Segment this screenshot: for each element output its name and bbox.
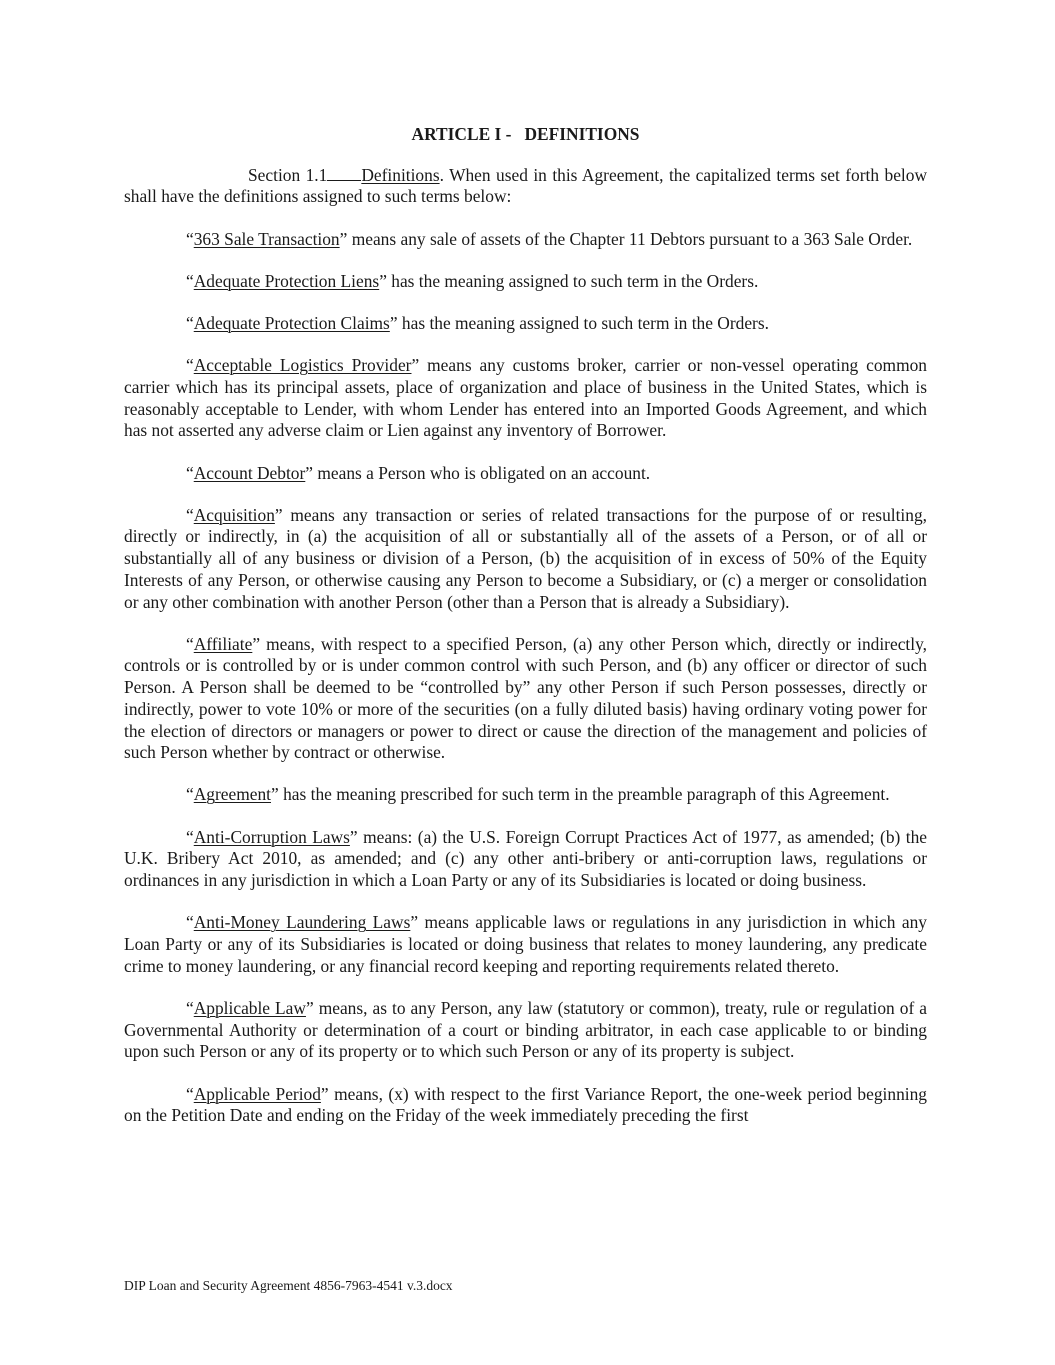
definition-text: means any sale of assets of the Chapter 11 Debtors pursuant to a 363 Sale Order. bbox=[347, 228, 913, 249]
definition-text: means, (x) with respect to the first Variance Report, the one-week period beginning on the Petition Date and ending on the Friday of the week immediately preceding the first bbox=[124, 1083, 927, 1126]
article-heading: ARTICLE I - DEFINITIONS bbox=[411, 124, 640, 144]
definition-text: means any transaction or series of related transactions for the purpose of or resulting, directly or indirectly, in (a) the acquisition of all or substantially all of the assets of a Person, or of all or substantially all of any business or division of a Person, (b) the acquisition of in excess of 50% of the Equity Interests of any Person, or otherwise causing any Person to become a Subsidiary, or (c) a merger or consolidation or any other combination with another Person (other than a Person that is already a Subsidiary). bbox=[124, 504, 927, 612]
defined-term: Account Debtor bbox=[193, 462, 306, 483]
section-number: Section 1.1 bbox=[248, 164, 328, 185]
definition-paragraph: “Anti-Corruption Laws” means: (a) the U.S. Foreign Corrupt Practices Act of 1977, as amended; (b) the U.K. Bribery Act 2010, as amended; and (c) any other anti-bribery or anti-corruption laws, regulations or ordinances in any jurisdiction in which a Loan Party or any of its Subsidiaries is located or doing business. bbox=[124, 826, 927, 891]
section-title: Definitions bbox=[361, 164, 440, 185]
section-text: . When used in this Agreement, the capitalized terms set forth below shall have the definitions assigned to such terms below: bbox=[124, 164, 927, 207]
definitions-list bbox=[124, 229, 927, 1127]
definition-text: has the meaning prescribed for such term in the preamble paragraph of this Agreement. bbox=[278, 784, 890, 805]
defined-term: Acquisition bbox=[193, 504, 275, 525]
defined-term: Anti-Money Laundering Laws bbox=[193, 912, 411, 933]
definition-text: means: (a) the U.S. Foreign Corrupt Practices Act of 1977, as amended; (b) the U.K. Bribery Act 2010, as amended; and (c) any other anti-bribery or anti-corruption laws, regulations or ordinances in any jurisdiction in which a Loan Party or any of its Subsidiaries is located or doing business. bbox=[124, 826, 927, 891]
defined-term: Adequate Protection Liens bbox=[193, 270, 380, 291]
definition-text: means any customs broker, carrier or non-vessel operating common carrier which has its principal assets, place of organization and place of business in the United States, which is reasonably acceptable to Lender, with whom Lender has entered into an Imported Goods Agreement, and which has not asserted any adverse claim or Lien against any inventory of Borrower. bbox=[124, 355, 928, 441]
definition-paragraph: “Acceptable Logistics Provider” means any customs broker, carrier or non-vessel operating common carrier which has its principal assets, place of organization and place of business in the United States, which is reasonably acceptable to Lender, with whom Lender has entered into an Imported Goods Agreement, and which has not asserted any adverse claim or Lien against any inventory of Borrower. bbox=[124, 355, 928, 441]
definition-text: has the meaning assigned to such term in the Orders. bbox=[386, 270, 759, 291]
definition-text: has the meaning assigned to such term in the Orders. bbox=[397, 313, 769, 334]
defined-term: Anti-Corruption Laws bbox=[193, 826, 350, 847]
section-tab-underline bbox=[327, 165, 361, 181]
defined-term: Acceptable Logistics Provider bbox=[193, 355, 412, 376]
section-paragraph bbox=[124, 165, 927, 208]
defined-term: Affiliate bbox=[193, 633, 253, 654]
defined-term: Agreement bbox=[193, 784, 271, 805]
definition-paragraph: “363 Sale Transaction” means any sale of assets of the Chapter 11 Debtors pursuant to a 363 Sale Order. bbox=[186, 228, 913, 249]
definition-paragraph: “Affiliate” means, with respect to a specified Person, (a) any other Person which, directly or indirectly, controls or is controlled by or is under common control with such Person, and (b) any officer or director of such Person. A Person shall be deemed to be “controlled by” any other Person if such Person possesses, directly or indirectly, power to vote 10% or more of the securities (on a fully diluted basis) having ordinary voting power for the election of directors or managers or power to direct or cause the direction of the management and policies of such Person whether by contract or otherwise. bbox=[124, 633, 927, 763]
definition-text: means, with respect to a specified Person, (a) any other Person which, directly or indirectly, controls or is controlled by or is under common control with such Person, and (b) any officer or director of such Person. A Person shall be deemed to be “controlled by” any other Person if such Person possesses, directly or indirectly, power to vote 10% or more of the securities (on a fully diluted basis) having ordinary voting power for the election of directors or managers or power to direct or cause the direction of the management and policies of such Person whether by contract or otherwise. bbox=[124, 633, 927, 763]
definition-text: means, as to any Person, any law (statutory or common), treaty, rule or regulation of a Governmental Authority or determination of a court or binding arbitrator, in each case applicable to or binding upon such Person or any of its property or to which such Person or any of its property is subject. bbox=[124, 997, 927, 1062]
defined-term: 363 Sale Transaction bbox=[193, 228, 340, 249]
document-footer: DIP Loan and Security Agreement 4856-7963-4541 v.3.docx bbox=[124, 1278, 453, 1293]
definition-paragraph: “Account Debtor” means a Person who is obligated on an account. bbox=[186, 462, 651, 483]
definition-paragraph: “Agreement” has the meaning prescribed for such term in the preamble paragraph of this Agreement. bbox=[186, 784, 890, 805]
definition-paragraph: “Applicable Law” means, as to any Person, any law (statutory or common), treaty, rule or regulation of a Governmental Authority or determination of a court or binding arbitrator, in each case applicable to or binding upon such Person or any of its property or to which such Person or any of its property is subject. bbox=[124, 997, 927, 1062]
definition-paragraph: “Anti-Money Laundering Laws” means applicable laws or regulations in any jurisdiction in which any Loan Party or any of its Subsidiaries is located or doing business that relates to money laundering, any predicate crime to money laundering, or any financial record keeping and reporting requirements related thereto. bbox=[124, 912, 927, 976]
definition-text: means applicable laws or regulations in any jurisdiction in which any Loan Party or any of its Subsidiaries is located or doing business that relates to money laundering, any predicate crime to money laundering, or any financial record keeping and reporting requirements related thereto. bbox=[124, 912, 927, 976]
definition-text: means a Person who is obligated on an account. bbox=[313, 462, 651, 483]
defined-term: Applicable Period bbox=[193, 1083, 321, 1104]
definition-paragraph: “Acquisition” means any transaction or series of related transactions for the purpose of or resulting, directly or indirectly, in (a) the acquisition of all or substantially all of the assets of a Person, or of all or substantially all of any business or division of a Person, (b) the acquisition of in excess of 50% of the Equity Interests of any Person, or otherwise causing any Person to become a Subsidiary, or (c) a merger or consolidation or any other combination with another Person (other than a Person that is already a Subsidiary). bbox=[124, 504, 927, 612]
definition-paragraph: “Adequate Protection Liens” has the meaning assigned to such term in the Orders. bbox=[186, 270, 759, 291]
defined-term: Adequate Protection Claims bbox=[193, 313, 390, 334]
definition-paragraph: “Applicable Period” means, (x) with respect to the first Variance Report, the one-week period beginning on the Petition Date and ending on the Friday of the week immediately preceding the first bbox=[124, 1083, 927, 1126]
document-page bbox=[124, 124, 927, 1147]
defined-term: Applicable Law bbox=[193, 997, 306, 1018]
definition-paragraph: “Adequate Protection Claims” has the meaning assigned to such term in the Orders. bbox=[186, 313, 769, 334]
